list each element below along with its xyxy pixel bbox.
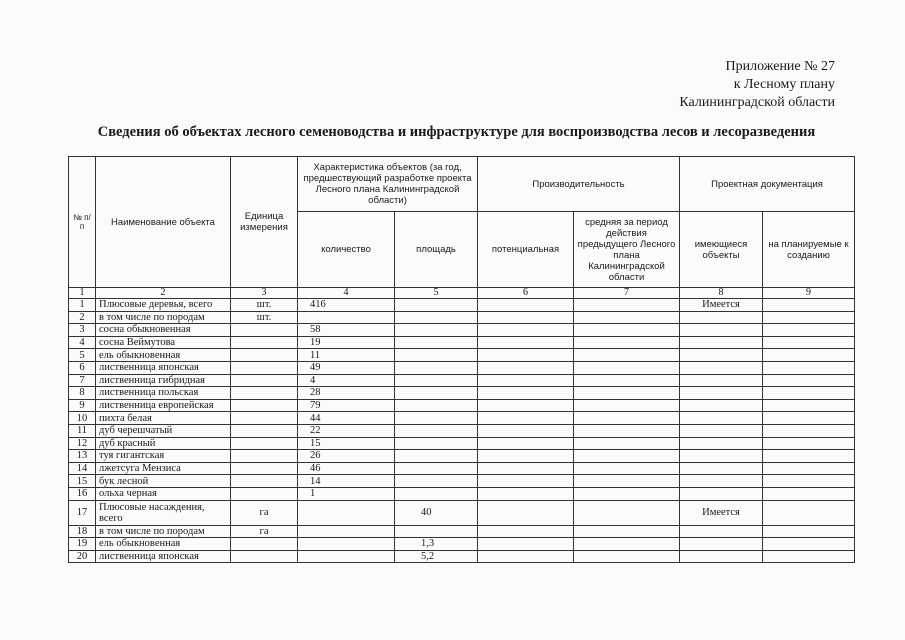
cell-quantity	[298, 311, 395, 324]
table-row	[69, 462, 855, 475]
cell-unit	[231, 324, 298, 337]
cell-area	[395, 450, 478, 463]
cell-existing	[680, 462, 763, 475]
cell-name: бук лесной	[96, 475, 231, 488]
cell-potential	[478, 311, 574, 324]
cell-existing	[680, 374, 763, 387]
cell-quantity: 49	[298, 361, 395, 374]
cell-existing	[680, 311, 763, 324]
cell-average	[574, 424, 680, 437]
cell-average	[574, 336, 680, 349]
cell-existing: Имеется	[680, 299, 763, 312]
cell-average	[574, 487, 680, 500]
cell-existing	[680, 399, 763, 412]
cell-num: 14	[69, 462, 96, 475]
cell-quantity: 22	[298, 424, 395, 437]
cell-planned	[763, 311, 855, 324]
cell-existing	[680, 387, 763, 400]
cell-num: 17	[69, 500, 96, 525]
cell-unit	[231, 538, 298, 551]
cell-potential	[478, 525, 574, 538]
table-row	[69, 424, 855, 437]
cell-unit	[231, 399, 298, 412]
cell-unit	[231, 374, 298, 387]
cell-planned	[763, 374, 855, 387]
cell-unit	[231, 487, 298, 500]
header-num: № п/п	[69, 157, 96, 288]
table-row	[69, 475, 855, 488]
cell-name: Плюсовые деревья, всего	[96, 299, 231, 312]
cell-average	[574, 399, 680, 412]
cell-num: 9	[69, 399, 96, 412]
cell-unit: га	[231, 500, 298, 525]
appendix-region: Калининградской области	[679, 95, 835, 110]
header-planned: на планируемые к созданию	[763, 212, 855, 288]
table-row	[69, 525, 855, 538]
cell-planned	[763, 500, 855, 525]
cell-area	[395, 437, 478, 450]
table-row	[69, 450, 855, 463]
header-potential: потенциальная	[478, 212, 574, 288]
cell-num: 6	[69, 361, 96, 374]
cell-num: 8	[69, 387, 96, 400]
table-body	[69, 299, 855, 563]
cell-unit	[231, 349, 298, 362]
column-number: 6	[478, 288, 574, 299]
cell-num: 11	[69, 424, 96, 437]
table-row	[69, 374, 855, 387]
column-number: 9	[763, 288, 855, 299]
cell-unit	[231, 437, 298, 450]
cell-potential	[478, 299, 574, 312]
cell-potential	[478, 500, 574, 525]
cell-quantity: 14	[298, 475, 395, 488]
cell-quantity: 58	[298, 324, 395, 337]
cell-planned	[763, 412, 855, 425]
cell-unit	[231, 462, 298, 475]
cell-existing	[680, 450, 763, 463]
cell-potential	[478, 336, 574, 349]
column-number: 1	[69, 288, 96, 299]
cell-name: лиственница польская	[96, 387, 231, 400]
cell-average	[574, 311, 680, 324]
cell-potential	[478, 349, 574, 362]
cell-area	[395, 311, 478, 324]
cell-existing	[680, 336, 763, 349]
cell-existing	[680, 525, 763, 538]
cell-potential	[478, 361, 574, 374]
cell-potential	[478, 475, 574, 488]
cell-potential	[478, 399, 574, 412]
cell-quantity: 46	[298, 462, 395, 475]
table-row	[69, 538, 855, 551]
cell-potential	[478, 437, 574, 450]
header-name: Наименование объекта	[96, 157, 231, 288]
cell-num: 20	[69, 550, 96, 563]
document-title: Сведения об объектах лесного семеноводства и инфраструктуре для воспроизводства лесов и лесоразведения	[97, 124, 816, 140]
header-productivity: Производительность	[478, 157, 680, 212]
cell-quantity: 19	[298, 336, 395, 349]
cell-average	[574, 324, 680, 337]
cell-name: сосна Веймутова	[96, 336, 231, 349]
header-average: средняя за период действия предыдущего Лесного плана Калининградской области	[574, 212, 680, 288]
cell-num: 18	[69, 525, 96, 538]
cell-planned	[763, 550, 855, 563]
cell-area	[395, 462, 478, 475]
cell-existing	[680, 437, 763, 450]
cell-area	[395, 525, 478, 538]
header-docs: Проектная документация	[680, 157, 855, 212]
cell-name: дуб красный	[96, 437, 231, 450]
cell-num: 12	[69, 437, 96, 450]
cell-quantity	[298, 525, 395, 538]
cell-area	[395, 399, 478, 412]
appendix-plan: к Лесному плану	[733, 77, 835, 92]
cell-potential	[478, 412, 574, 425]
cell-existing	[680, 538, 763, 551]
cell-area	[395, 387, 478, 400]
cell-num: 2	[69, 311, 96, 324]
cell-average	[574, 361, 680, 374]
cell-average	[574, 538, 680, 551]
cell-average	[574, 349, 680, 362]
cell-name: ель обыкновенная	[96, 538, 231, 551]
appendix-block	[679, 58, 835, 112]
cell-num: 1	[69, 299, 96, 312]
table-row	[69, 311, 855, 324]
table-row	[69, 324, 855, 337]
cell-num: 10	[69, 412, 96, 425]
cell-planned	[763, 462, 855, 475]
cell-num: 13	[69, 450, 96, 463]
cell-name: туя гигантская	[96, 450, 231, 463]
cell-planned	[763, 299, 855, 312]
cell-area	[395, 349, 478, 362]
cell-quantity: 44	[298, 412, 395, 425]
cell-unit	[231, 361, 298, 374]
cell-planned	[763, 475, 855, 488]
cell-planned	[763, 487, 855, 500]
cell-name: ольха черная	[96, 487, 231, 500]
cell-name: дуб черешчатый	[96, 424, 231, 437]
cell-name: пихта белая	[96, 412, 231, 425]
cell-planned	[763, 437, 855, 450]
cell-existing	[680, 424, 763, 437]
cell-area: 40	[395, 500, 478, 525]
cell-area: 1,3	[395, 538, 478, 551]
table-row	[69, 349, 855, 362]
cell-unit	[231, 387, 298, 400]
table-row	[69, 437, 855, 450]
header-quantity: количество	[298, 212, 395, 288]
cell-existing	[680, 361, 763, 374]
column-number-row	[69, 288, 855, 299]
cell-existing	[680, 475, 763, 488]
table-row	[69, 550, 855, 563]
cell-area	[395, 475, 478, 488]
cell-num: 19	[69, 538, 96, 551]
header-area: площадь	[395, 212, 478, 288]
cell-num: 5	[69, 349, 96, 362]
cell-name: лиственница японская	[96, 550, 231, 563]
cell-area	[395, 324, 478, 337]
column-number: 3	[231, 288, 298, 299]
column-number: 5	[395, 288, 478, 299]
table-row	[69, 387, 855, 400]
cell-quantity: 1	[298, 487, 395, 500]
cell-quantity: 28	[298, 387, 395, 400]
cell-potential	[478, 324, 574, 337]
cell-unit	[231, 412, 298, 425]
cell-quantity	[298, 538, 395, 551]
cell-average	[574, 550, 680, 563]
cell-unit: га	[231, 525, 298, 538]
header-existing: имеющиеся объекты	[680, 212, 763, 288]
cell-name: в том числе по породам	[96, 311, 231, 324]
cell-existing	[680, 349, 763, 362]
cell-area	[395, 412, 478, 425]
table-row	[69, 361, 855, 374]
cell-planned	[763, 336, 855, 349]
cell-quantity: 15	[298, 437, 395, 450]
cell-num: 3	[69, 324, 96, 337]
cell-area	[395, 336, 478, 349]
cell-num: 16	[69, 487, 96, 500]
cell-existing	[680, 324, 763, 337]
cell-potential	[478, 487, 574, 500]
cell-area	[395, 424, 478, 437]
cell-name: лиственница японская	[96, 361, 231, 374]
cell-average	[574, 475, 680, 488]
cell-quantity: 26	[298, 450, 395, 463]
cell-planned	[763, 538, 855, 551]
table-row	[69, 500, 855, 525]
cell-name: в том числе по породам	[96, 525, 231, 538]
column-number: 4	[298, 288, 395, 299]
cell-unit	[231, 424, 298, 437]
cell-average	[574, 437, 680, 450]
table-row	[69, 299, 855, 312]
table-row	[69, 399, 855, 412]
objects-table	[68, 156, 855, 563]
cell-name: лиственница европейская	[96, 399, 231, 412]
cell-average	[574, 299, 680, 312]
cell-existing: Имеется	[680, 500, 763, 525]
cell-average	[574, 387, 680, 400]
cell-unit	[231, 550, 298, 563]
cell-unit: шт.	[231, 311, 298, 324]
cell-planned	[763, 525, 855, 538]
cell-name: лиственница гибридная	[96, 374, 231, 387]
cell-quantity: 4	[298, 374, 395, 387]
cell-planned	[763, 361, 855, 374]
cell-area	[395, 374, 478, 387]
cell-name: лжетсуга Мензиса	[96, 462, 231, 475]
table-row	[69, 487, 855, 500]
cell-planned	[763, 399, 855, 412]
cell-potential	[478, 374, 574, 387]
table-row	[69, 412, 855, 425]
cell-unit	[231, 336, 298, 349]
cell-potential	[478, 387, 574, 400]
cell-potential	[478, 450, 574, 463]
cell-quantity: 11	[298, 349, 395, 362]
appendix-number: Приложение № 27	[725, 59, 835, 74]
cell-unit: шт.	[231, 299, 298, 312]
cell-existing	[680, 550, 763, 563]
cell-name: ель обыкновенная	[96, 349, 231, 362]
cell-average	[574, 500, 680, 525]
column-number: 2	[96, 288, 231, 299]
cell-planned	[763, 387, 855, 400]
header-unit: Единица измерения	[231, 157, 298, 288]
cell-average	[574, 374, 680, 387]
column-number: 8	[680, 288, 763, 299]
cell-area	[395, 299, 478, 312]
cell-planned	[763, 324, 855, 337]
cell-name: Плюсовые насаждения, всего	[96, 500, 231, 525]
cell-potential	[478, 462, 574, 475]
cell-potential	[478, 538, 574, 551]
cell-area	[395, 487, 478, 500]
cell-name: сосна обыкновенная	[96, 324, 231, 337]
cell-quantity: 416	[298, 299, 395, 312]
cell-average	[574, 462, 680, 475]
cell-existing	[680, 487, 763, 500]
cell-potential	[478, 424, 574, 437]
column-number: 7	[574, 288, 680, 299]
cell-quantity	[298, 550, 395, 563]
cell-unit	[231, 450, 298, 463]
cell-area: 5,2	[395, 550, 478, 563]
cell-average	[574, 450, 680, 463]
cell-quantity	[298, 500, 395, 525]
cell-num: 7	[69, 374, 96, 387]
cell-average	[574, 525, 680, 538]
header-characteristics: Характеристика объектов (за год, предшествующий разработке проекта Лесного плана Калининградской области)	[298, 157, 478, 212]
cell-planned	[763, 450, 855, 463]
cell-area	[395, 361, 478, 374]
cell-potential	[478, 550, 574, 563]
cell-planned	[763, 349, 855, 362]
table-row	[69, 336, 855, 349]
cell-quantity: 79	[298, 399, 395, 412]
cell-num: 15	[69, 475, 96, 488]
cell-average	[574, 412, 680, 425]
cell-num: 4	[69, 336, 96, 349]
cell-existing	[680, 412, 763, 425]
cell-planned	[763, 424, 855, 437]
cell-unit	[231, 475, 298, 488]
